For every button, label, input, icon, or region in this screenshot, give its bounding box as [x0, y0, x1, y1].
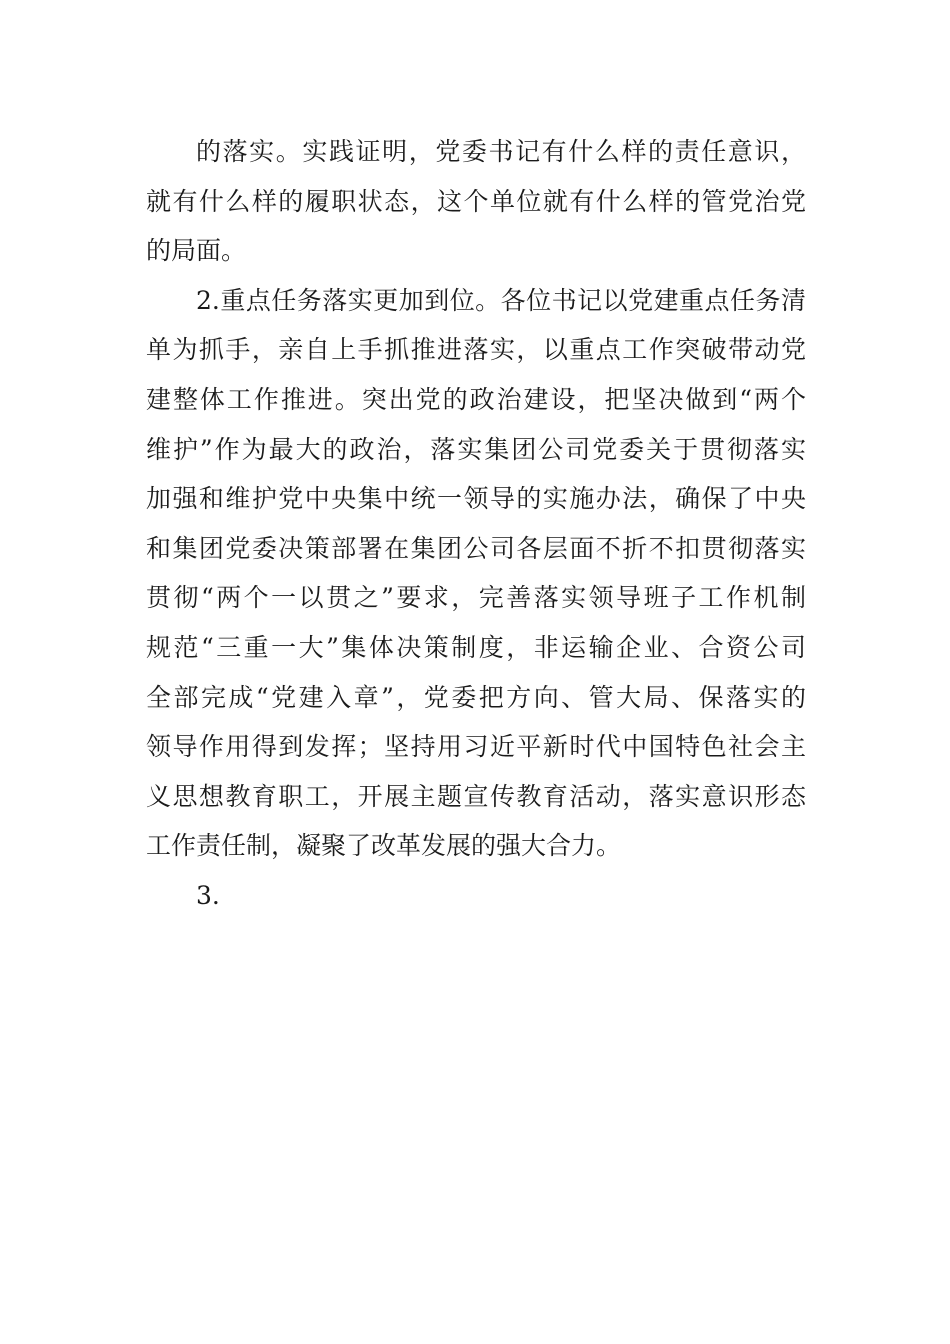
- paragraph-2-line-5: 加强和维护党中央集中统一领导的实施办法，确保了中央: [146, 484, 806, 514]
- paragraph-2-line-4: 维护”作为最大的政治，落实集团公司党委关于贯彻落实: [146, 434, 806, 464]
- paragraph-2-line-8: 规范“三重一大”集体决策制度，非运输企业、合资公司: [146, 632, 806, 662]
- paragraph-2-line-1: 2.重点任务落实更加到位。各位书记以党建重点任务清: [196, 285, 806, 315]
- paragraph-2-line-10: 领导作用得到发挥；坚持用习近平新时代中国特色社会主: [146, 732, 806, 762]
- paragraph-1-line-2: 就有什么样的履职状态，这个单位就有什么样的管党治党: [146, 186, 806, 216]
- paragraph-2-line-11: 义思想教育职工，开展主题宣传教育活动，落实意识形态: [146, 781, 806, 811]
- paragraph-2-line-6: 和集团党委决策部署在集团公司各层面不折不扣贯彻落实: [146, 533, 806, 563]
- paragraph-2-line-12: 工作责任制，凝聚了改革发展的强大合力。: [146, 831, 622, 861]
- paragraph-2-line-7: 贯彻“两个一以贯之”要求，完善落实领导班子工作机制: [146, 583, 806, 613]
- paragraph-2-line-2: 单为抓手，亲自上手抓推进落实，以重点工作突破带动党: [146, 335, 806, 365]
- paragraph-2-line-9: 全部完成“党建入章”，党委把方向、管大局、保落实的: [146, 682, 806, 712]
- paragraph-3-line-1: 3.: [196, 880, 220, 910]
- document-body: [146, 127, 806, 921]
- paragraph-2-line-3: 建整体工作推进。突出党的政治建设，把坚决做到“两个: [146, 384, 806, 414]
- paragraph-1-line-3: 的局面。: [146, 236, 247, 266]
- paragraph-1-line-1: 的落实。实践证明，党委书记有什么样的责任意识，: [196, 137, 806, 166]
